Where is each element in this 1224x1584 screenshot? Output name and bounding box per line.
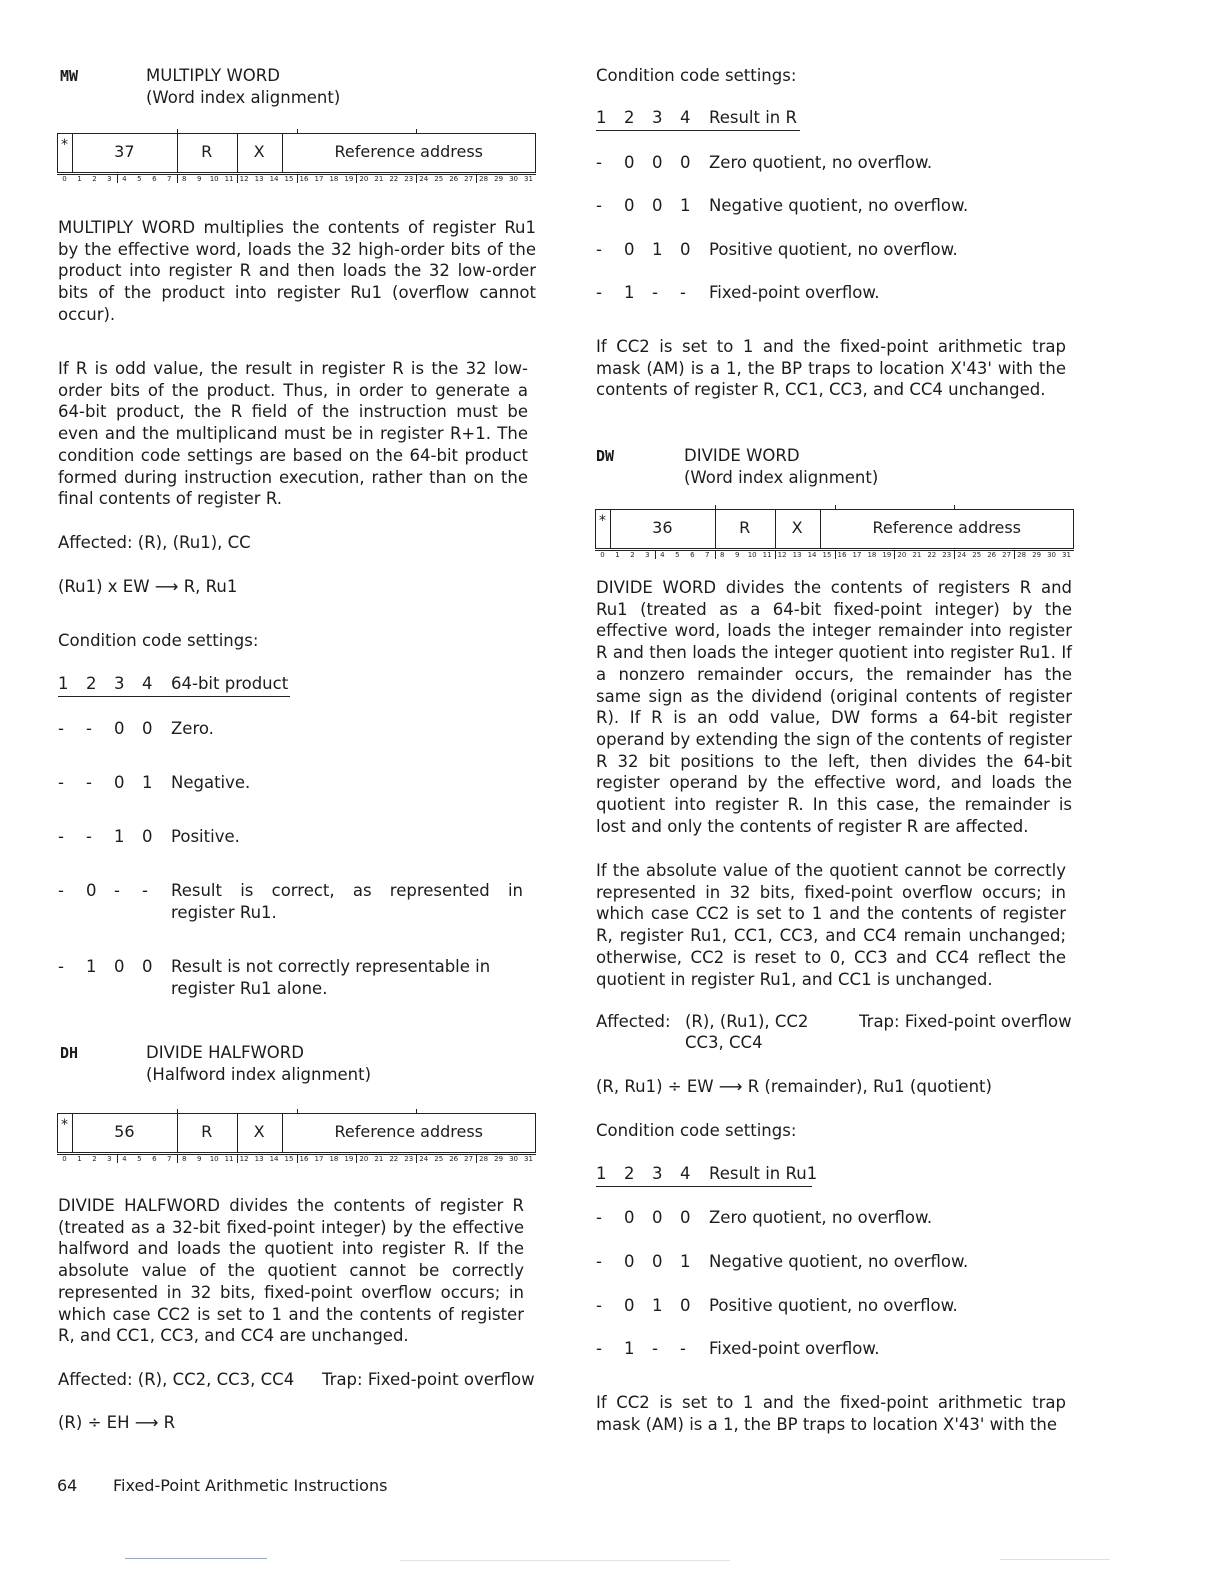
byte-tick (835, 505, 836, 509)
bit-number: 29 (494, 175, 504, 183)
bit-number: 17 (314, 1155, 324, 1163)
bit-number: 31 (524, 175, 533, 183)
bit-number: 18 (867, 551, 877, 559)
bit-number: 12 (239, 175, 249, 183)
bit-number: 16 (299, 175, 309, 183)
bit-number: 10 (747, 551, 757, 559)
bit-number: 13 (792, 551, 802, 559)
bit-number: 3 (107, 1155, 112, 1163)
bit-number: 26 (449, 175, 459, 183)
opcode-field: 36 (652, 518, 673, 537)
opcode-field: 56 (114, 1122, 135, 1141)
bit-number: 21 (374, 1155, 384, 1163)
bit-number: 30 (509, 1155, 519, 1163)
mw-odd-register-note: If R is odd value, the result in register R is the 32 low-order bits of the product. Thus, in order to generate a 64-bit product, the R field of the instruction must be even and the multiplicand must be in register R+1. The condition code settings are based on the 64-bit product formed during instruction execution, rather than on the final contents of register R. (58, 359, 528, 509)
bit-number: 4 (660, 551, 665, 559)
scan-artifact (400, 1560, 730, 1561)
mw-cc-header (58, 674, 298, 700)
bit-number: 0 (600, 551, 605, 559)
bit-group-mark (715, 551, 716, 559)
dw-overflow-note: If the absolute value of the quotient cannot be correctly represented in 32 bits, fixed-point overflow occurs; in which case CC2 is set to 1 and the contents of register R, register Ru1, CC1, CC3, and CC4 remain unchanged; otherwise, CC2 is reset to 0, CC3 and CC4 reflect the quotient in register Ru1, and CC1 is unchanged. (596, 861, 1066, 989)
byte-tick (416, 1109, 417, 1113)
bit-group-mark (117, 1155, 118, 1163)
bit-number: 10 (209, 175, 219, 183)
bit-number: 31 (524, 1155, 533, 1163)
bit-number: 8 (720, 551, 725, 559)
bit-group-mark (416, 1155, 417, 1163)
indirect-flag: * (598, 513, 606, 529)
bit-number: 27 (464, 1155, 474, 1163)
bit-number: 9 (196, 1155, 202, 1163)
bit-number: 19 (882, 551, 892, 559)
reference-address-field: Reference address (334, 1122, 484, 1141)
x-field: X (253, 142, 265, 161)
dh-affected: Affected: (R), CC2, CC3, CC4 (58, 1370, 295, 1389)
bit-group-mark (835, 551, 836, 559)
bit-number: 9 (196, 175, 202, 183)
byte-tick (297, 129, 298, 133)
indirect-flag: * (60, 137, 68, 153)
bit-number: 11 (762, 551, 772, 559)
bit-number: 29 (1032, 551, 1042, 559)
dh-description: DIVIDE HALFWORD divides the contents of register R (treated as a 32-bit fixed-point integer) by the effective halfword and loads the quotient into register R. If the absolute value of the quotient cannot be correctly represented in 32 bits, fixed-point overflow occurs; in which case CC2 is set to 1 and the contents of register R, and CC1, CC3, and CC4 are unchanged. (58, 1196, 524, 1346)
bit-number: 2 (92, 175, 97, 183)
dh-formula: (R) ÷ EH ⟶ R (58, 1413, 176, 1432)
bit-number: 8 (182, 175, 187, 183)
dw-cc-header: 1 2 3 4 Result in Ru1 (596, 1164, 836, 1190)
bit-group-mark (1014, 551, 1015, 559)
bit-group-mark (237, 1155, 238, 1163)
bit-number: 16 (299, 1155, 309, 1163)
bit-number: 8 (182, 1155, 187, 1163)
bit-number: 27 (464, 175, 474, 183)
bit-number: 31 (1062, 551, 1071, 559)
bit-number: 1 (615, 551, 620, 559)
byte-tick (297, 1109, 298, 1113)
bit-number: 4 (122, 175, 127, 183)
byte-tick (954, 505, 955, 509)
mw-affected: Affected: (R), (Ru1), CC (58, 533, 251, 552)
bit-number: 15 (284, 1155, 294, 1163)
dw-cc-title: Condition code settings: (596, 1121, 797, 1140)
rw-cc-header: 1 2 3 4 Result in R (596, 108, 836, 134)
byte-tick (715, 505, 716, 509)
bit-group-mark (476, 1155, 477, 1163)
r-field: R (201, 1122, 213, 1141)
dh-alignment: (Halfword index alignment) (146, 1065, 372, 1084)
footer-section-title: Fixed-Point Arithmetic Instructions (113, 1476, 388, 1495)
mw-mnemonic: MW (60, 67, 79, 85)
bit-group-mark (655, 551, 656, 559)
bit-number-scale (595, 550, 1074, 559)
bit-number: 7 (167, 175, 172, 183)
mw-alignment: (Word index alignment) (146, 88, 341, 107)
bit-number: 23 (942, 551, 952, 559)
reference-address-field: Reference address (334, 142, 484, 161)
opcode-field: 37 (114, 142, 135, 161)
bit-number: 18 (329, 1155, 339, 1163)
bit-number: 27 (1002, 551, 1012, 559)
bit-number: 13 (254, 1155, 264, 1163)
bit-number: 24 (419, 1155, 429, 1163)
bit-number: 3 (107, 175, 112, 183)
rw-trap-paragraph: If CC2 is set to 1 and the fixed-point arithmetic trap mask (AM) is a 1, the BP traps to location X'43' with the contents of register R, CC1, CC3, and CC4 unchanged. (596, 337, 1066, 400)
bit-number: 20 (359, 175, 369, 183)
x-field: X (253, 1122, 265, 1141)
mw-instruction-format (57, 133, 536, 191)
bit-number: 30 (1047, 551, 1057, 559)
bit-number: 30 (509, 175, 519, 183)
scan-artifact (1000, 1559, 1110, 1560)
mw-title: MULTIPLY WORD (146, 66, 280, 85)
bit-number: 14 (807, 551, 817, 559)
x-field: X (791, 518, 803, 537)
mw-description: MULTIPLY WORD multiplies the contents of register Ru1 by the effective word, loads the 32 high-order bits of the product into register R and then loads the 32 low-order bits of the product into register Ru1 (overflow cannot occur). (58, 218, 536, 324)
cc-desc-header: 64-bit product (171, 674, 289, 693)
bit-group-mark (117, 175, 118, 183)
byte-tick (416, 129, 417, 133)
bit-number: 12 (777, 551, 787, 559)
bit-number: 22 (389, 175, 399, 183)
bit-number: 2 (92, 1155, 97, 1163)
bit-number: 29 (494, 1155, 504, 1163)
r-field: R (201, 142, 213, 161)
bit-group-mark (237, 175, 238, 183)
bit-number: 12 (239, 1155, 249, 1163)
bit-number: 28 (479, 175, 489, 183)
bit-number: 3 (645, 551, 650, 559)
dw-alignment: (Word index alignment) (684, 468, 879, 487)
page-number: 64 (57, 1476, 78, 1495)
bit-number: 28 (1017, 551, 1027, 559)
byte-tick (177, 1109, 178, 1113)
bit-number: 10 (209, 1155, 219, 1163)
bit-number: 24 (419, 175, 429, 183)
bit-number: 21 (912, 551, 922, 559)
dw-affected-line2: CC3, CC4 (685, 1033, 763, 1052)
bit-group-mark (476, 175, 477, 183)
bit-number: 25 (434, 1155, 444, 1163)
bit-group-mark (954, 551, 955, 559)
bit-number-scale (57, 1154, 536, 1163)
bit-number: 5 (675, 551, 680, 559)
dh-trap: Trap: Fixed-point overflow (322, 1370, 535, 1389)
bit-number: 14 (269, 175, 279, 183)
bit-number: 2 (630, 551, 635, 559)
dh-mnemonic: DH (60, 1044, 79, 1062)
cc-col-2: 2 (86, 674, 97, 693)
bit-number: 23 (404, 175, 414, 183)
bit-number: 13 (254, 175, 264, 183)
dh-instruction-format (57, 1113, 536, 1171)
dw-title: DIVIDE WORD (684, 446, 800, 465)
bit-number: 11 (224, 175, 234, 183)
bit-group-mark (177, 175, 178, 183)
bit-number: 15 (284, 175, 294, 183)
bit-number: 19 (344, 1155, 354, 1163)
bit-number: 19 (344, 175, 354, 183)
bit-number: 21 (374, 175, 384, 183)
bit-group-mark (356, 175, 357, 183)
bit-number: 7 (167, 1155, 172, 1163)
bit-group-mark (894, 551, 895, 559)
bit-number: 15 (822, 551, 832, 559)
dw-trap-paragraph: If CC2 is set to 1 and the fixed-point arithmetic trap mask (AM) is a 1, the BP traps to location X'43' with the (596, 1393, 1066, 1434)
cc-col-4: 4 (142, 674, 153, 693)
bit-number: 1 (77, 1155, 82, 1163)
reference-address-field: Reference address (872, 518, 1022, 537)
bit-number: 6 (152, 1155, 157, 1163)
dh-title: DIVIDE HALFWORD (146, 1043, 304, 1062)
byte-tick (177, 129, 178, 133)
dw-description: DIVIDE WORD divides the contents of registers R and Ru1 (treated as a 64-bit fixed-point integer) by the effective word, loads the integer remainder into register R and then loads the integer quotient into register Ru1. If a nonzero remainder occurs, the remainder has the same sign as the dividend (original contents of register R). If R is an odd value, DW forms a 64-bit register operand by extending the sign of the contents of register R 32 bit positions to the left, then divides the 64-bit register operand by the effective word, and loads the quotient into register R. In this case, the remainder is lost and only the contents of register R are affected. (596, 578, 1072, 836)
dw-trap: Trap: Fixed-point overflow (859, 1012, 1072, 1031)
bit-number: 23 (404, 1155, 414, 1163)
bit-number: 5 (137, 1155, 142, 1163)
bit-number: 4 (122, 1155, 127, 1163)
bit-number: 20 (897, 551, 907, 559)
bit-group-mark (775, 551, 776, 559)
dw-affected-label: Affected: (596, 1012, 671, 1031)
bit-number: 6 (690, 551, 695, 559)
bit-number: 22 (389, 1155, 399, 1163)
bit-number: 28 (479, 1155, 489, 1163)
dw-mnemonic: DW (596, 447, 615, 465)
bit-number: 0 (62, 175, 67, 183)
bit-number: 0 (62, 1155, 67, 1163)
bit-number: 17 (314, 175, 324, 183)
bit-number: 7 (705, 551, 710, 559)
bit-number-scale (57, 174, 536, 183)
bit-number: 20 (359, 1155, 369, 1163)
bit-number: 16 (837, 551, 847, 559)
bit-group-mark (297, 175, 298, 183)
r-field: R (739, 518, 751, 537)
cc-col-3: 3 (114, 674, 125, 693)
dw-affected-line1: (R), (Ru1), CC2 (685, 1012, 809, 1031)
bit-number: 5 (137, 175, 142, 183)
bit-number: 26 (987, 551, 997, 559)
scan-artifact (125, 1558, 267, 1559)
dw-formula: (R, Ru1) ÷ EW ⟶ R (remainder), Ru1 (quotient) (596, 1077, 992, 1096)
rw-cc-title: Condition code settings: (596, 66, 797, 85)
cc-col-1: 1 (58, 674, 69, 693)
bit-group-mark (297, 1155, 298, 1163)
bit-number: 25 (434, 175, 444, 183)
bit-number: 22 (927, 551, 937, 559)
bit-group-mark (356, 1155, 357, 1163)
indirect-flag: * (60, 1117, 68, 1133)
bit-number: 17 (852, 551, 862, 559)
bit-number: 18 (329, 175, 339, 183)
bit-number: 26 (449, 1155, 459, 1163)
bit-group-mark (177, 1155, 178, 1163)
mw-formula: (Ru1) x EW ⟶ R, Ru1 (58, 577, 238, 596)
bit-number: 25 (972, 551, 982, 559)
bit-number: 9 (734, 551, 740, 559)
bit-number: 14 (269, 1155, 279, 1163)
bit-number: 24 (957, 551, 967, 559)
bit-number: 11 (224, 1155, 234, 1163)
bit-number: 6 (152, 175, 157, 183)
bit-number: 1 (77, 175, 82, 183)
dw-instruction-format (595, 509, 1074, 567)
bit-group-mark (416, 175, 417, 183)
mw-cc-title: Condition code settings: (58, 631, 259, 650)
